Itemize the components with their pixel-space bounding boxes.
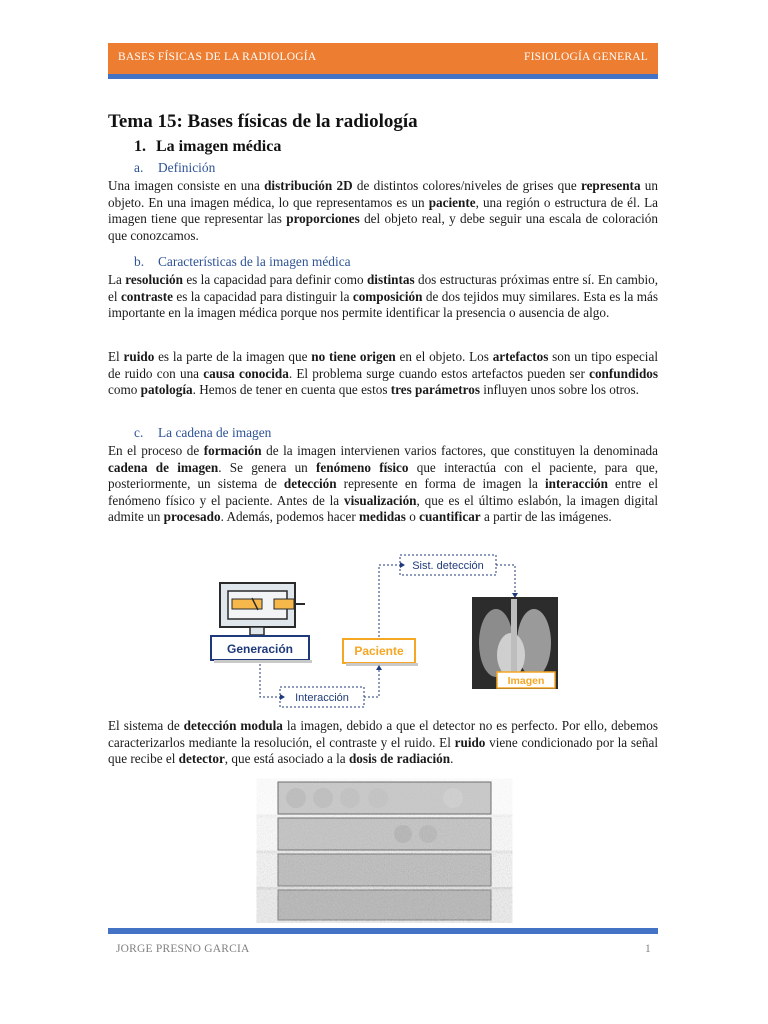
bold-term: composición — [352, 288, 423, 304]
bold-term: tres parámetros — [390, 382, 480, 398]
text-run: influyen unos sobre los otros. — [479, 382, 639, 398]
footer-author: JORGE PRESNO GARCIA — [116, 943, 250, 955]
bold-term: causa conocida — [203, 365, 289, 381]
footer-page-number: 1 — [645, 943, 651, 955]
bold-term: no tiene origen — [311, 349, 396, 364]
interaccion-label: Interacción — [295, 692, 349, 704]
noise-strip-high — [278, 854, 491, 886]
bold-term: resolución — [125, 272, 183, 287]
bold-term: ruido — [123, 349, 155, 364]
text-run: . — [450, 751, 454, 767]
section-title: La imagen médica — [156, 138, 282, 155]
noise-strip-very-high — [278, 890, 491, 920]
text-run: En el proceso de — [108, 443, 204, 458]
paciente-label: Paciente — [354, 644, 404, 658]
text-run: , una región o estructura de él. La imagen tiene que representar las — [108, 194, 658, 227]
text-run: . Además, podemos hacer — [220, 509, 360, 525]
text-run: El sistema de — [108, 718, 184, 733]
subsection-letter: c. — [134, 425, 144, 440]
bold-term: artefactos — [492, 349, 549, 364]
bold-term: representa — [580, 178, 641, 193]
text-run: es la capacidad para definir como — [182, 272, 367, 287]
subsection-letter: a. — [134, 160, 144, 175]
text-run: un objeto. En una imagen médica, lo que representamos es un — [108, 178, 658, 210]
bold-term: detección modula — [183, 718, 283, 733]
text-run: , que está asociado a la — [224, 751, 349, 767]
paragraph-definicion — [108, 178, 658, 244]
bold-term: detector — [178, 751, 225, 767]
text-run: es la capacidad para distinguir la — [172, 288, 353, 304]
bold-term: contraste — [120, 288, 173, 304]
bold-term: cadena de imagen — [108, 459, 219, 475]
generacion-label: Generación — [226, 642, 294, 656]
bold-term: ruido — [454, 734, 486, 750]
bold-term: distintas — [366, 272, 415, 287]
bold-term: paciente — [428, 194, 476, 210]
header-rule — [108, 74, 658, 79]
text-run: son un tipo especial de ruido con una — [108, 349, 658, 381]
bold-term: interacción — [544, 476, 608, 492]
bold-term: medidas — [359, 509, 406, 525]
text-run: en el objeto. Los — [395, 349, 493, 364]
text-run: viene condicionado por la señal que recibe el — [108, 734, 658, 767]
text-run: . Hemos de tener en cuenta que estos — [192, 382, 391, 398]
text-run: dos estructuras próximas entre sí. En cambio, el — [108, 272, 659, 304]
text-run: entre el fenómeno físico y el paciente. Antes de la — [108, 476, 658, 508]
section-heading — [134, 138, 281, 156]
text-run: La — [108, 272, 126, 287]
text-run: represente en forma de imagen la — [336, 476, 545, 492]
header-subject: FISIOLOGÍA GENERAL — [523, 51, 648, 63]
text-run: a partir de las imágenes. — [480, 509, 612, 525]
footer-rule — [108, 928, 658, 934]
subsection-heading-c — [134, 425, 271, 441]
image-chain-diagram — [208, 551, 545, 709]
paragraph-cadena-imagen — [108, 443, 658, 526]
text-run: es la parte de la imagen que — [154, 349, 312, 364]
section-number: 1. — [134, 138, 146, 155]
text-run: del objeto real, y debe seguir una escala de coloración que conozcamos. — [108, 211, 658, 243]
text-run: que interactúa con el paciente, para que, posteriormente, un sistema de — [108, 459, 658, 492]
bold-term: visualización — [343, 492, 417, 508]
text-run: de dos tejidos muy similares. Esta es la más importante en la imagen médica porque nos permite identificar la presencia o ausencia de algo. — [108, 288, 658, 321]
subsection-heading-a — [134, 160, 215, 176]
text-run: , que es el último eslabón, la imagen digital admite un — [108, 492, 658, 525]
text-run: . Se genera un — [218, 459, 317, 475]
paragraph-caracteristicas — [108, 272, 658, 322]
bold-term: formación — [203, 443, 262, 458]
noise-strip-low — [278, 782, 491, 814]
text-run: de distintos colores/niveles de grises que — [352, 178, 581, 193]
bold-term: dosis de radiación — [348, 751, 451, 767]
document-title: Tema 15: Bases físicas de la radiología — [108, 111, 418, 132]
subsection-heading-b — [134, 254, 351, 270]
text-run: Una imagen consiste en una — [108, 178, 265, 193]
bold-term: distribución 2D — [264, 178, 353, 193]
text-run: El — [108, 349, 124, 364]
noise-comparison-image — [278, 782, 491, 920]
text-run: . El problema surge cuando estos artefactos pueden ser — [288, 365, 590, 381]
header-course-title: BASES FÍSICAS DE LA RADIOLOGÍA — [118, 51, 317, 63]
subsection-letter: b. — [134, 254, 145, 269]
paragraph-ruido — [108, 349, 658, 399]
noise-strip-medium — [278, 818, 491, 850]
bold-term: cuantificar — [419, 509, 481, 525]
bold-term: confundidos — [589, 365, 659, 381]
paragraph-deteccion — [108, 718, 658, 768]
imagen-label: Imagen — [507, 675, 545, 687]
sist-deteccion-label: Sist. detección — [412, 560, 484, 572]
bold-term: fenómeno físico — [316, 459, 409, 475]
text-run: como — [108, 382, 141, 398]
bold-term: detección — [283, 476, 337, 492]
subsection-title: La cadena de imagen — [158, 425, 272, 440]
bold-term: patología — [140, 382, 193, 398]
page-header — [108, 43, 658, 74]
text-run: la imagen, debido a que el detector no es perfecto. Por ello, debemos caracterizarlos mediante la resolución, el contraste y el ruido. El — [108, 718, 658, 750]
text-run: o — [405, 509, 420, 525]
text-run: de la imagen intervienen varios factores, que constituyen la denominada — [261, 443, 658, 458]
bold-term: proporciones — [286, 211, 360, 227]
subsection-title: Definición — [158, 160, 216, 175]
xray-tube-icon — [220, 583, 305, 635]
bold-term: procesado — [163, 509, 221, 525]
subsection-title: Características de la imagen médica — [158, 254, 351, 269]
